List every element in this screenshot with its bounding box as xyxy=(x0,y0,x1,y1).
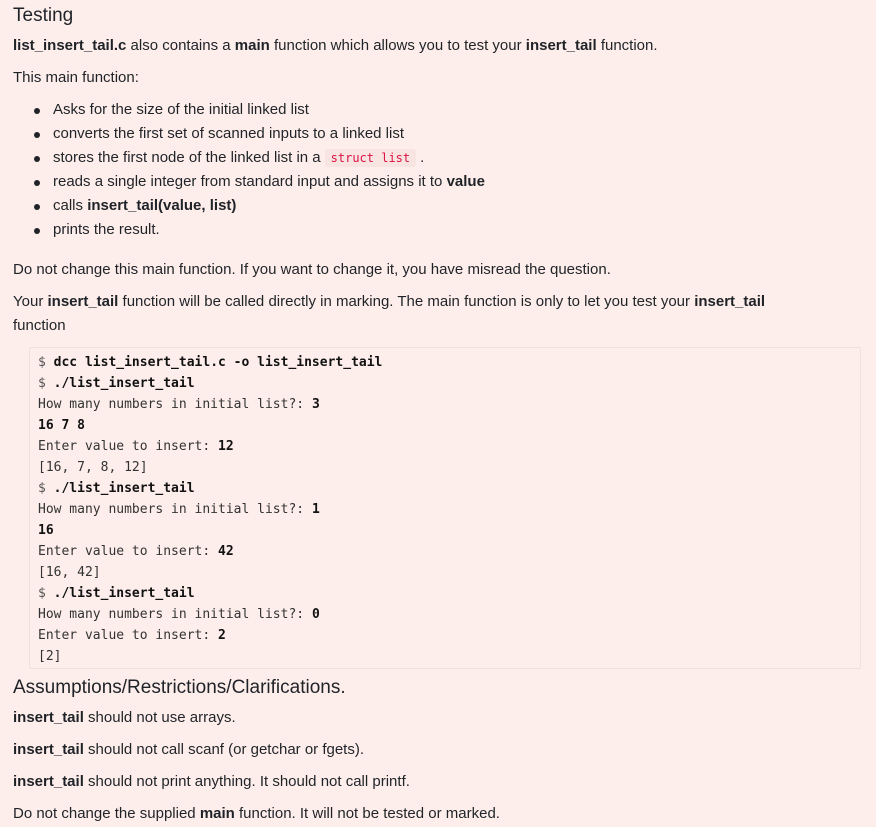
heading-assumptions: Assumptions/Restrictions/Clarifications. xyxy=(13,677,346,698)
marking-paragraph: Your insert_tail function will be called directly in marking. The main function is only to let you test your insert_tail function xyxy=(13,293,766,334)
code-line: How many numbers in initial list?: 3 xyxy=(38,397,320,412)
list-item: calls insert_tail(value, list) xyxy=(53,194,863,218)
list-item: reads a single integer from standard input and assigns it to value xyxy=(53,170,863,194)
code-line: [16, 7, 8, 12] xyxy=(38,460,148,475)
main-function-steps xyxy=(13,98,863,242)
code-line: $ ./list_insert_tail xyxy=(38,376,195,391)
code-line: $ ./list_insert_tail xyxy=(38,586,195,601)
rule-no-print: insert_tail should not print anything. It should not call printf. xyxy=(13,773,410,790)
code-line: Enter value to insert: 2 xyxy=(38,628,226,643)
intro-paragraph: list_insert_tail.c also contains a main function which allows you to test your insert_tail function. xyxy=(13,37,658,54)
code-line: How many numbers in initial list?: 0 xyxy=(38,607,320,622)
code-line: How many numbers in initial list?: 1 xyxy=(38,502,320,517)
code-line: $ dcc list_insert_tail.c -o list_insert_tail xyxy=(38,355,383,370)
rule-no-scanf: insert_tail should not call scanf (or getchar or fgets). xyxy=(13,741,365,758)
example-code-block xyxy=(29,347,861,669)
list-item: stores the first node of the linked list in a struct list . xyxy=(53,146,863,170)
list-item: Asks for the size of the initial linked list xyxy=(53,98,863,122)
main-description: This main function: xyxy=(13,69,139,86)
code-line: 16 xyxy=(38,523,54,538)
warning-paragraph: Do not change this main function. If you want to change it, you have misread the question. xyxy=(13,261,611,278)
code-line: $ ./list_insert_tail xyxy=(38,481,195,496)
intro-file: list_insert_tail.c xyxy=(13,37,127,54)
code-line: Enter value to insert: 42 xyxy=(38,544,234,559)
code-line: [2] xyxy=(38,649,62,664)
inline-code-struct-list: struct list xyxy=(325,149,416,167)
list-item: prints the result. xyxy=(53,218,863,242)
code-line: 16 7 8 xyxy=(38,418,85,433)
code-line: Enter value to insert: 12 xyxy=(38,439,234,454)
rule-no-change-main: Do not change the supplied main function. It will not be tested or marked. xyxy=(13,805,500,822)
heading-testing: Testing xyxy=(13,5,74,26)
rule-no-arrays: insert_tail should not use arrays. xyxy=(13,709,236,726)
list-item: converts the first set of scanned inputs to a linked list xyxy=(53,122,863,146)
code-line: [16, 42] xyxy=(38,565,101,580)
